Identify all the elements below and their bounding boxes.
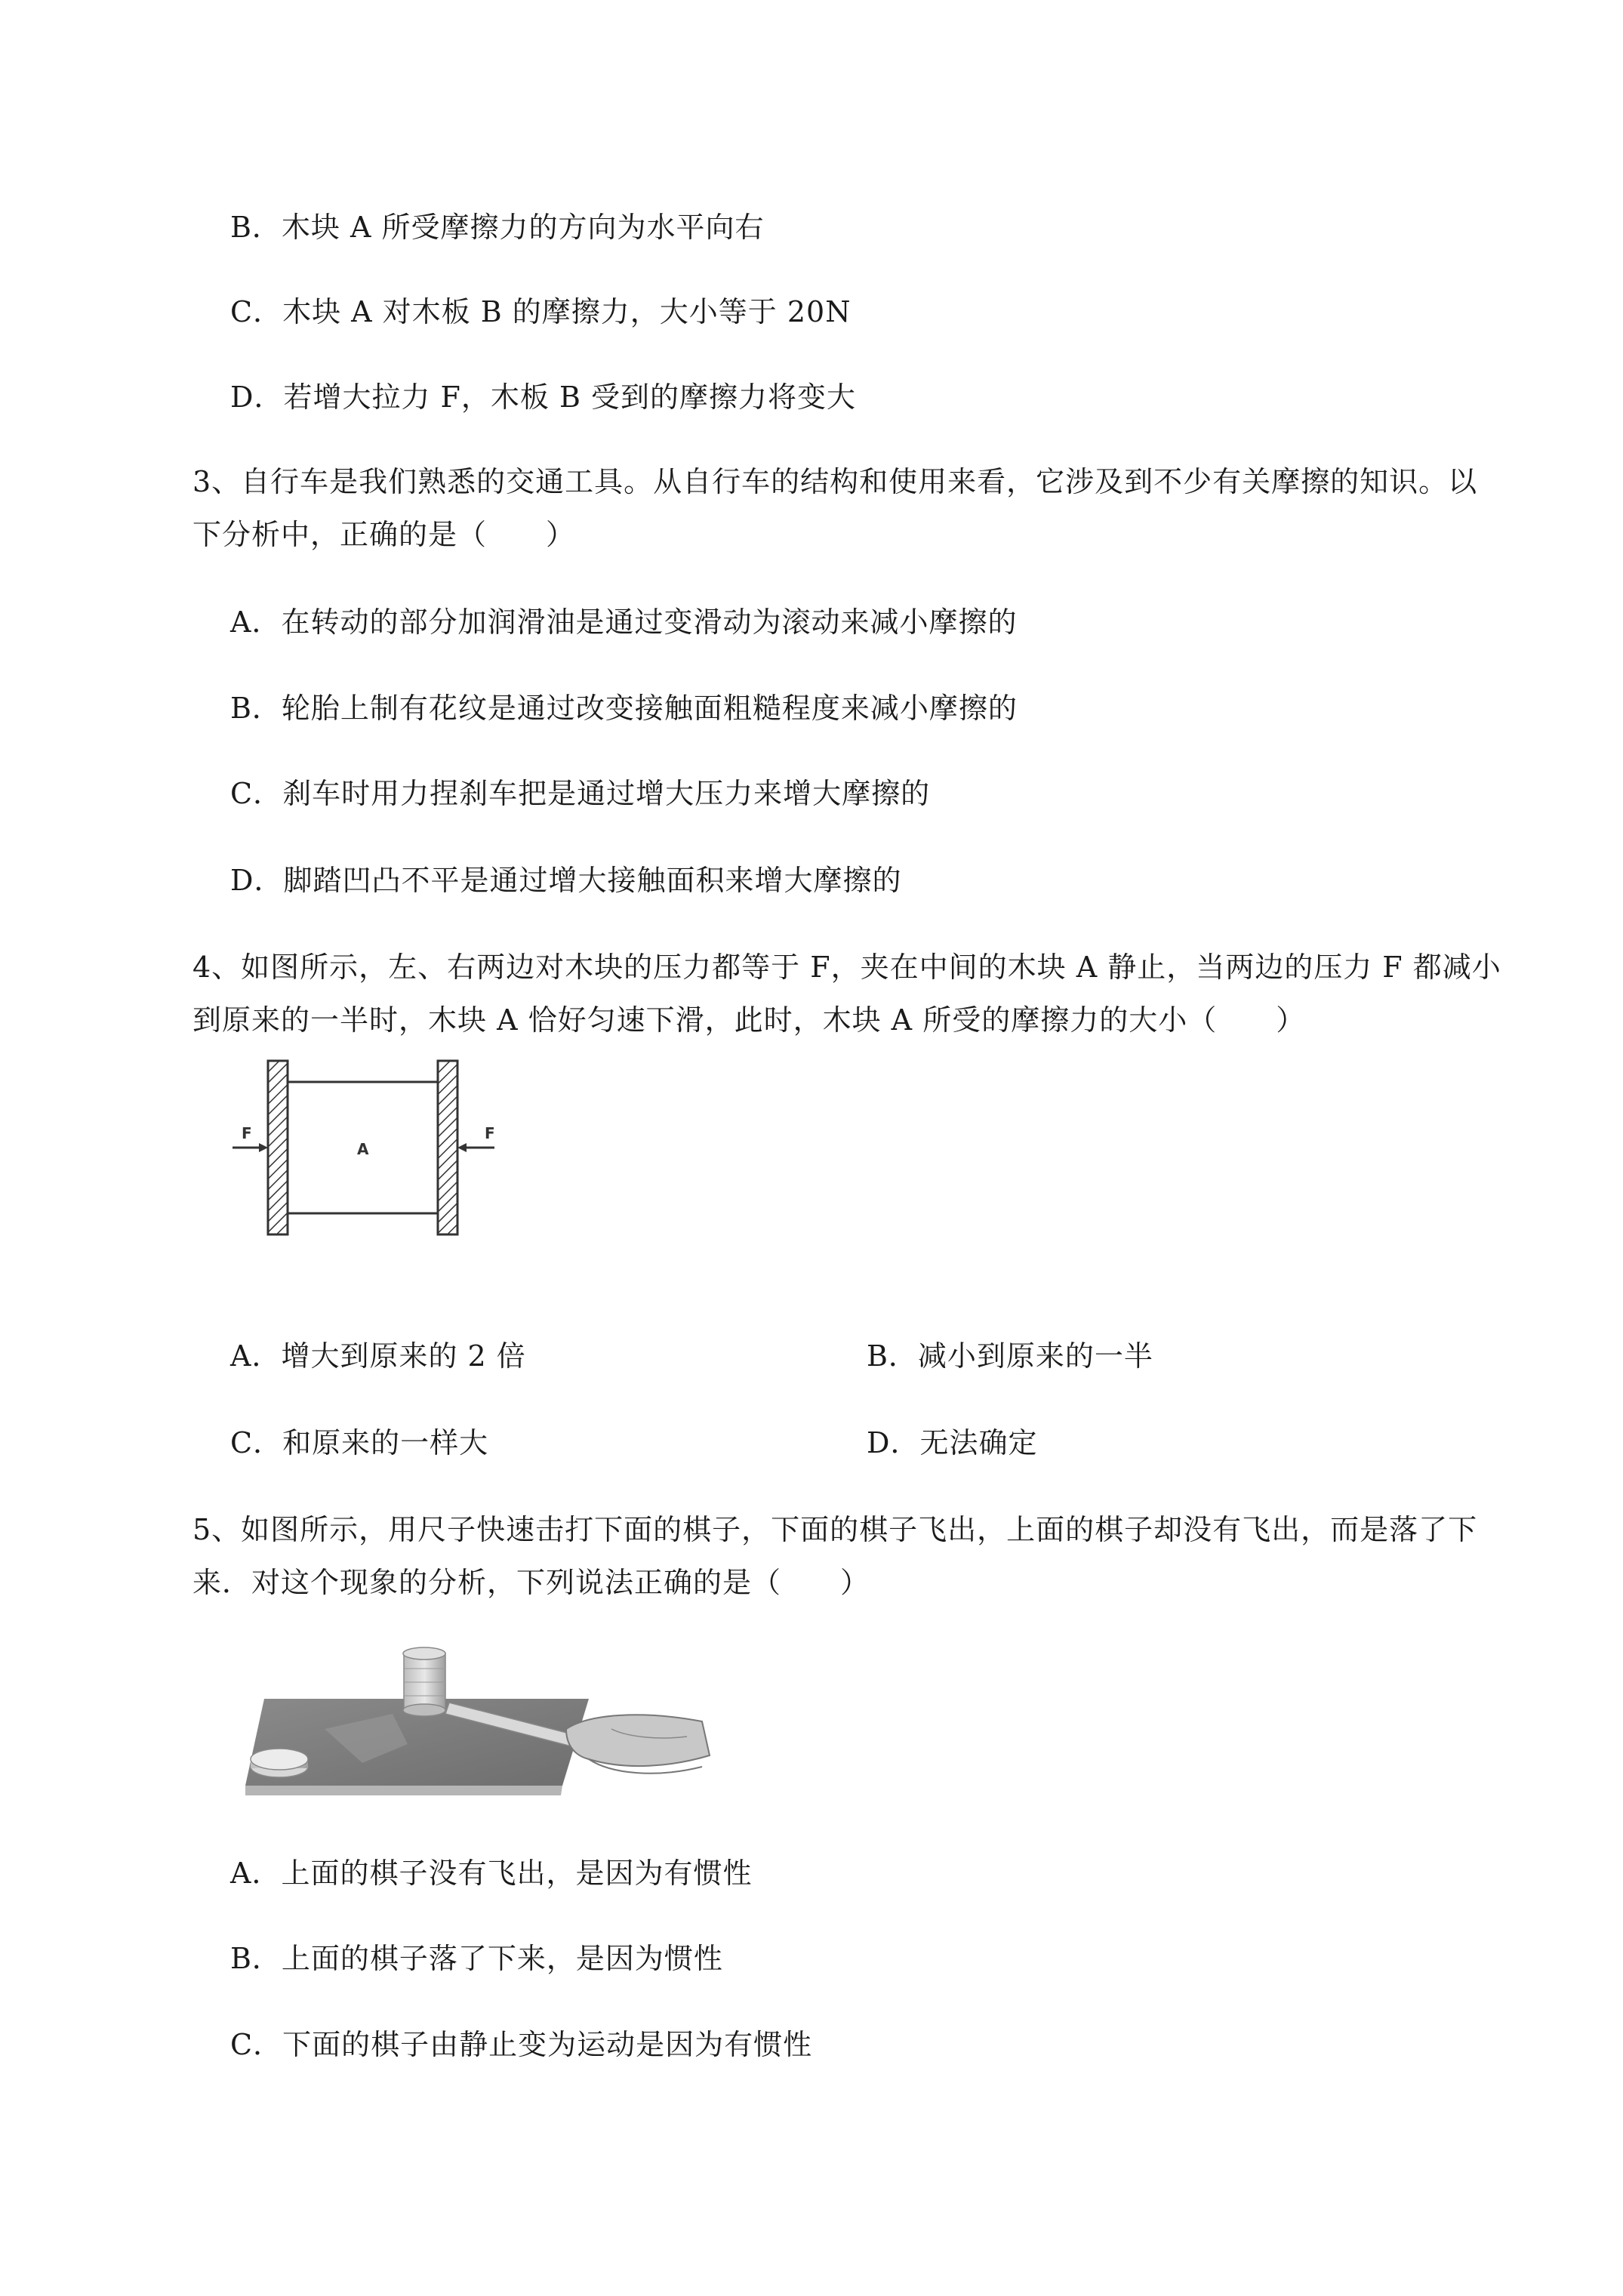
q2-option-d: D．若增大拉力 F，木板 B 受到的摩擦力将变大 [230, 381, 856, 414]
q5-stem-line2: 来．对这个现象的分析，下列说法正确的是（ ） [192, 1566, 870, 1599]
q3-stem-line2: 下分析中，正确的是（ ） [192, 518, 576, 551]
q5-option-a: A．上面的棋子没有飞出，是因为有惯性 [230, 1857, 753, 1890]
label-right-f: F [485, 1124, 495, 1142]
q4-stem-line1: 4、如图所示，左、右两边对木块的压力都等于 F，夹在中间的木块 A 静止，当两边的压力 F 都减小 [192, 951, 1501, 984]
piece-stack [403, 1647, 445, 1716]
q4-figure-clamped-block [211, 1053, 544, 1242]
q4-stem-line2: 到原来的一半时，木块 A 恰好匀速下滑，此时，木块 A 所受的摩擦力的大小（ ） [192, 1003, 1306, 1037]
flying-piece [251, 1749, 308, 1777]
q2-option-c: C．木块 A 对木板 B 的摩擦力，大小等于 20N [230, 295, 852, 328]
q4-option-c: C．和原来的一样大 [230, 1426, 489, 1459]
right-board [438, 1061, 457, 1234]
hand [566, 1715, 710, 1773]
q5-figure-chess-pieces [234, 1638, 725, 1804]
q3-stem-line1: 3、自行车是我们熟悉的交通工具。从自行车的结构和使用来看，它涉及到不少有关摩擦的知识。以 [192, 465, 1478, 498]
q5-stem-line1: 5、如图所示，用尺子快速击打下面的棋子，下面的棋子飞出，上面的棋子却没有飞出，而是落了下 [192, 1513, 1478, 1546]
q3-option-c: C．刹车时用力捏刹车把是通过增大压力来增大摩擦的 [230, 777, 931, 810]
q5-option-c: C．下面的棋子由静止变为运动是因为有惯性 [230, 2028, 813, 2061]
q3-option-d: D．脚踏凹凸不平是通过增大接触面积来增大摩擦的 [230, 864, 902, 897]
q4-option-a: A．增大到原来的 2 倍 [230, 1339, 526, 1373]
q4-option-d: D．无法确定 [867, 1426, 1038, 1459]
q4-option-b: B．减小到原来的一半 [867, 1339, 1153, 1373]
q5-option-b: B．上面的棋子落了下来，是因为惯性 [230, 1942, 723, 1975]
q3-option-a: A．在转动的部分加润滑油是通过变滑动为滚动来减小摩擦的 [230, 606, 1018, 639]
q2-option-b: B．木块 A 所受摩擦力的方向为水平向右 [230, 211, 765, 244]
q3-option-b: B．轮胎上制有花纹是通过改变接触面粗糙程度来减小摩擦的 [230, 692, 1018, 725]
label-left-f: F [242, 1124, 252, 1142]
label-block-a: A [357, 1140, 369, 1158]
left-board [268, 1061, 288, 1234]
